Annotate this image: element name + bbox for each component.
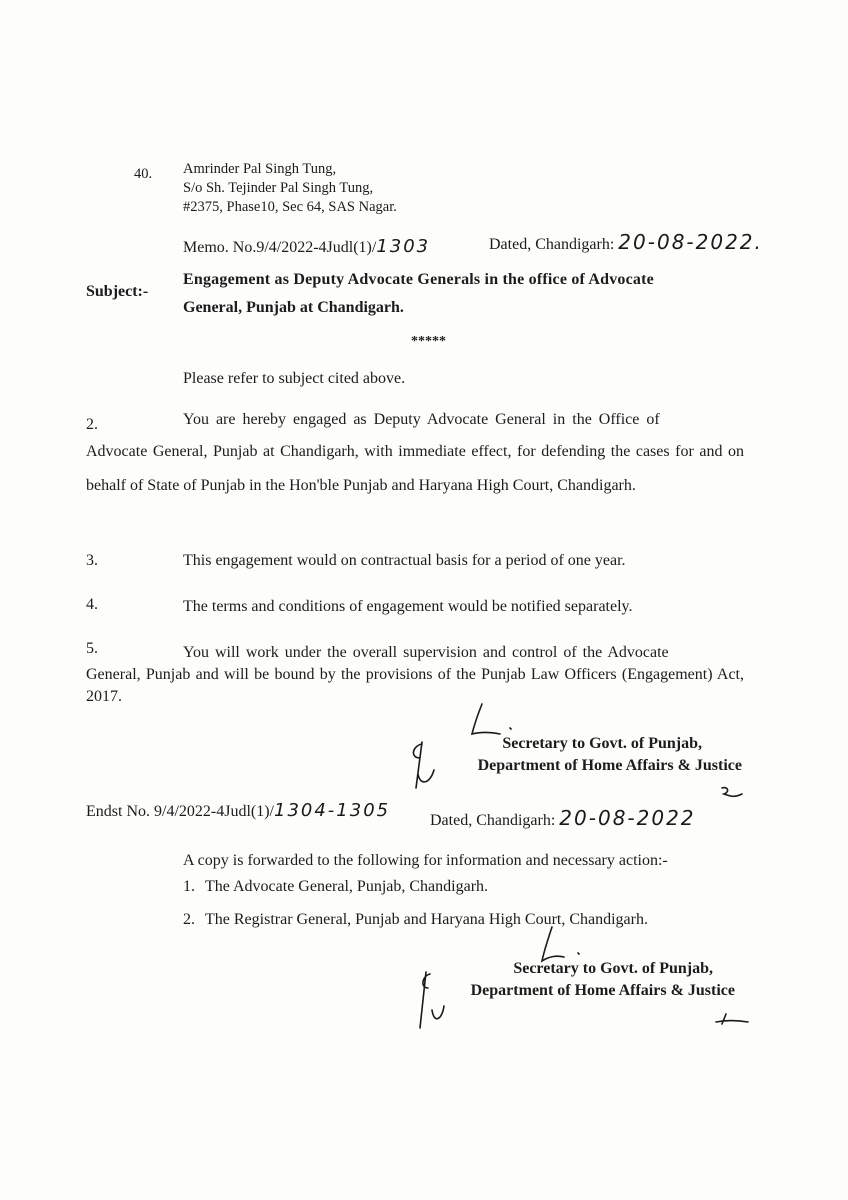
memo-date [489, 230, 763, 254]
memo-date-label: Dated, Chandigarh: [489, 236, 615, 253]
signature-mark-1b [718, 784, 748, 804]
endorsement-number [86, 800, 390, 821]
paragraph-2-first-line: You are hereby engaged as Deputy Advocate General in the Office of [183, 411, 660, 428]
endorsement-date-handwritten: 20-08-2022 [559, 806, 696, 830]
signature-mark-2b [712, 1010, 752, 1028]
recipient-address: #2375, Phase10, Sec 64, SAS Nagar. [183, 199, 397, 215]
recipient-number: 40. [134, 166, 153, 182]
memo-number [183, 236, 430, 257]
list-item-number: 1. [183, 878, 195, 895]
subject-label: Subject:- [86, 283, 149, 300]
paragraph-5-number: 5. [86, 640, 98, 657]
list-item [183, 878, 488, 896]
memo-number-label: Memo. No.9/4/2022-4Judl(1)/ [183, 239, 377, 256]
paragraph-5-body: General, Punjab and will be bound by the provisions of the Punjab Law Officers (Engagement) Act, 2017. [86, 666, 744, 705]
paragraph-2-number: 2. [86, 416, 98, 433]
list-item-text: The Registrar General, Punjab and Haryana High Court, Chandigarh. [205, 911, 648, 928]
endorsement-number-handwritten: 1304-1305 [274, 800, 391, 821]
signature-2-line-2: Department of Home Affairs & Justice [470, 982, 735, 999]
memo-number-handwritten: 1303 [376, 236, 431, 257]
paragraph-4-number: 4. [86, 596, 98, 613]
paragraph-3-number: 3. [86, 552, 98, 569]
subject-line-2: General, Punjab at Chandigarh. [183, 299, 404, 316]
list-item-text: The Advocate General, Punjab, Chandigarh. [205, 878, 489, 895]
signature-2-title [435, 958, 735, 1002]
recipient-name: Amrinder Pal Singh Tung, [183, 161, 337, 177]
memo-date-handwritten: 20-08-2022. [618, 230, 763, 254]
signature-1-line-1: Secretary to Govt. of Punjab, [502, 735, 702, 752]
signature-mark-1 [400, 740, 440, 790]
paragraph-3-text: This engagement would on contractual basis for a period of one year. [183, 552, 626, 569]
signature-1-line-2: Department of Home Affairs & Justice [477, 757, 742, 774]
endorsement-date-label: Dated, Chandigarh: [430, 812, 556, 829]
endorsement-date [430, 806, 696, 830]
list-item-number: 2. [183, 911, 195, 928]
paragraph-5-first-line: You will work under the overall supervision and control of the Advocate [183, 644, 669, 661]
paragraph-4-text: The terms and conditions of engagement would be notified separately. [183, 598, 633, 615]
subject-line-1: Engagement as Deputy Advocate Generals in the office of Advocate [183, 271, 654, 288]
paragraph-2-body: Advocate General, Punjab at Chandigarh, with immediate effect, for defending the cases for and on behalf of State of Punjab in the Hon'ble Punjab and Haryana High Court, Chandigarh. [86, 443, 744, 494]
subject-separator: ***** [411, 334, 446, 349]
endorsement-number-label: Endst No. 9/4/2022-4Judl(1)/ [86, 803, 274, 820]
intro-paragraph: Please refer to subject cited above. [183, 370, 406, 387]
signature-2-line-1: Secretary to Govt. of Punjab, [513, 960, 713, 977]
recipient-relation: S/o Sh. Tejinder Pal Singh Tung, [183, 180, 374, 196]
copy-forward-text: A copy is forwarded to the following for information and necessary action:- [183, 852, 668, 869]
signature-1-title [442, 733, 742, 777]
